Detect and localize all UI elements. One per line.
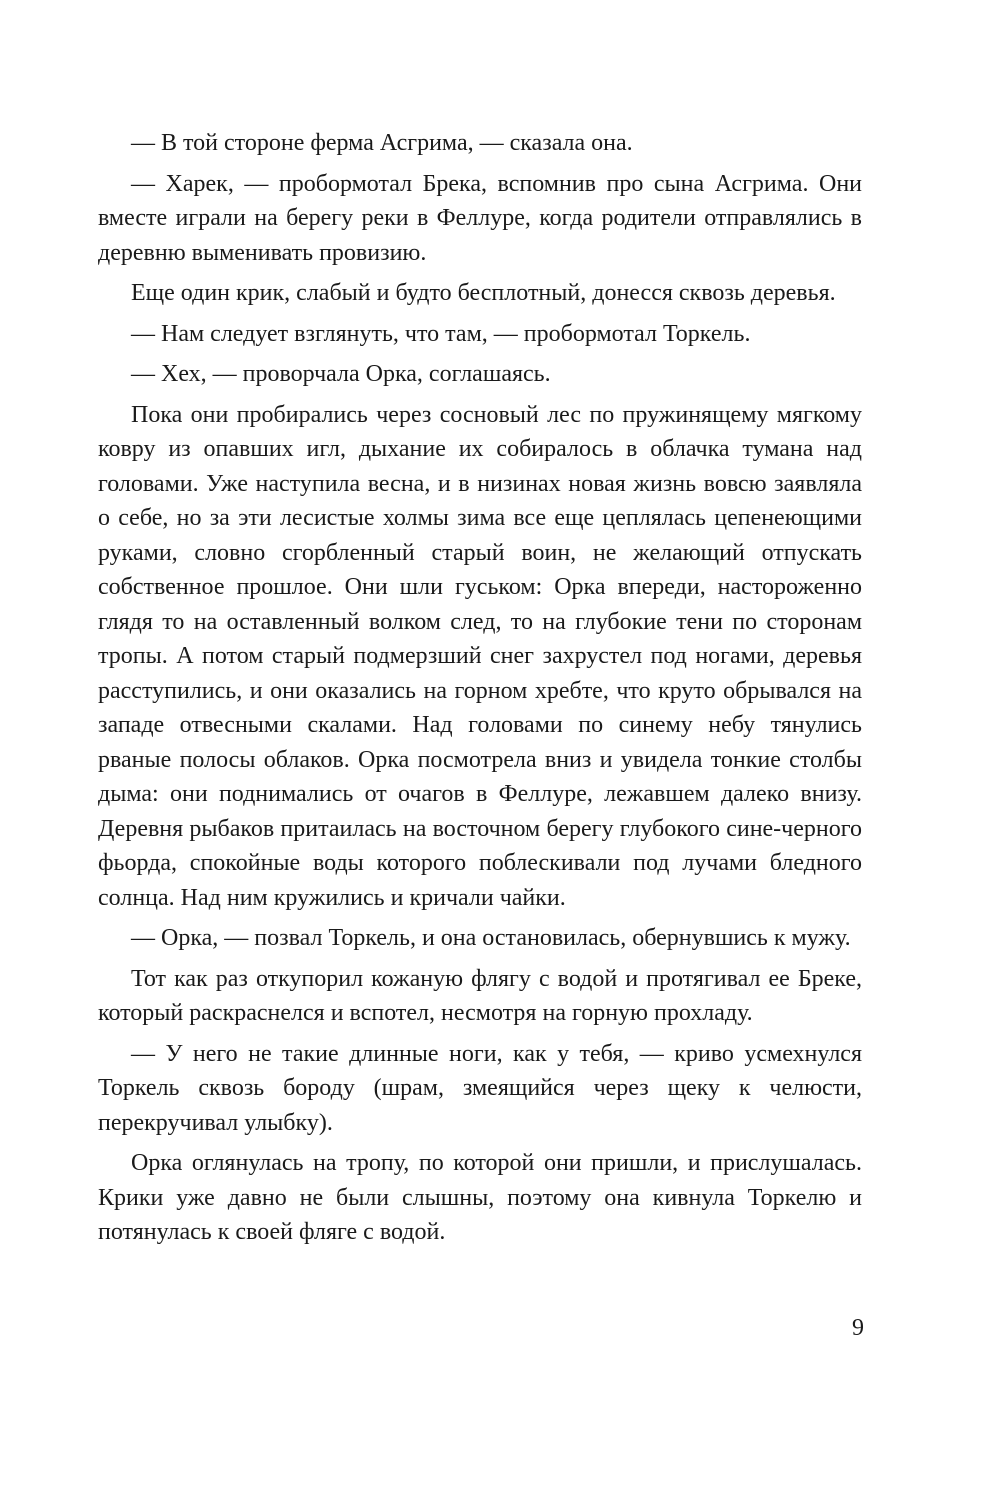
page-number: 9 (852, 1315, 864, 1341)
paragraph: — У него не такие длинные ноги, как у тебя, — криво усмехнулся Торкель сквозь бороду (шрам, змеящийся через щеку к челюсти, перекручивал улыбку). (98, 1040, 862, 1136)
paragraph: — Орка, — позвал Торкель, и она остановилась, обернувшись к мужу. (131, 925, 851, 951)
paragraph: — Нам следует взглянуть, что там, — пробормотал Торкель. (131, 320, 751, 347)
paragraph: — Хех, — проворчала Орка, соглашаясь. (131, 361, 551, 387)
paragraph: — Харек, — пробормотал Брека, вспомнив про сына Асгрима. Они вместе играли на берегу реки в Феллуре, когда родители отправлялись в деревню выменивать провизию. (98, 170, 862, 266)
paragraph: Еще один крик, слабый и будто бесплотный, донесся сквозь деревья. (131, 280, 836, 306)
paragraph: Пока они пробирались через сосновый лес по пружинящему мягкому ковру из опавших игл, дыхание их собиралось в облачка тумана над головами. Уже наступила весна, и в низинах новая жизнь вовсю заявляла о себе, но за эти лесистые холмы зима все еще цеплялась цепенеющими руками, словно сгорбленный старый воин, не желающий отпускать собственное прошлое. Они шли гуськом: Орка впереди, настороженно глядя то на оставленный волком след, то на глубокие тени по сторонам тропы. А потом старый подмерзший снег захрустел под ногами, деревья расступились, и они оказались на горном хребте, что круто обрывался на западе отвесными скалами. Над головами по синему небу тянулись рваные полосы облаков. Орка посмотрела вниз и увидела тонкие столбы дыма: они поднимались от очагов в Феллуре, лежавшем далеко внизу. Деревня рыбаков притаилась на восточном берегу глубокого сине-черного фьорда, спокойные воды которого поблескивали под лучами бледного солнца. Над ним кружились и кричали чайки. (98, 401, 862, 911)
paragraph: Орка оглянулась на тропу, по которой они пришли, и прислушалась. Крики уже давно не были слышны, поэтому она кивнула Торкелю и потянулась к своей фляге с водой. (98, 1150, 862, 1245)
page-body (98, 126, 862, 1256)
paragraph: — В той стороне ферма Асгрима, — сказала она. (131, 130, 633, 156)
paragraph: Тот как раз откупорил кожаную флягу с водой и протягивал ее Бреке, который раскраснелся и вспотел, несмотря на горную прохладу. (98, 965, 862, 1026)
